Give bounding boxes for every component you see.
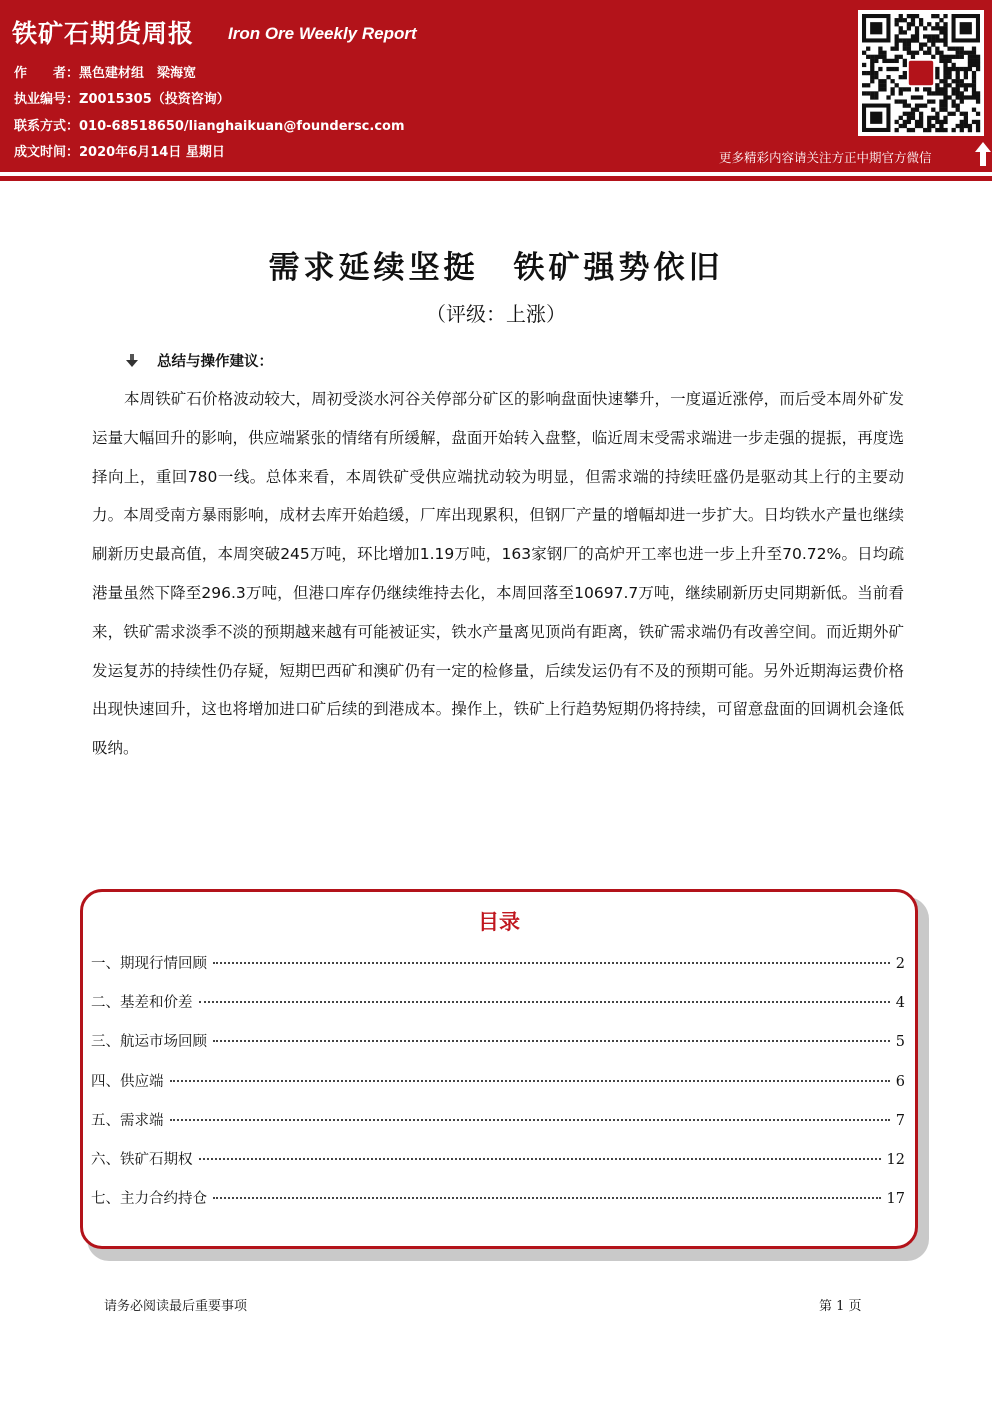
- report-title-cn: 铁矿石期货周报: [12, 19, 195, 48]
- toc-list: [91, 952, 905, 1226]
- table-of-contents: [80, 889, 918, 1249]
- date-line: [14, 141, 225, 160]
- contact-value[interactable]: 010-68518650/lianghaikuan@foundersc.com: [79, 119, 405, 134]
- wechat-follow-note: 更多精彩内容请关注方正中期官方微信: [719, 150, 932, 165]
- toc-item-page: 7: [895, 1112, 905, 1129]
- summary-heading-text: 总结与操作建议：: [157, 354, 273, 370]
- license-line: [14, 88, 230, 107]
- toc-item-label: 四、供应端: [91, 1073, 164, 1090]
- license-value: Z0015305（投资咨询）: [79, 92, 230, 107]
- summary-paragraph: 本周铁矿石价格波动较大，周初受淡水河谷关停部分矿区的影响盘面快速攀升，一度逼近涨停，而后受本周外矿发运量大幅回升的影响，供应端紧张的情绪有所缓解，盘面开始转入盘整，临近周末受需求端进一步走强的提振，再度选择向上，重回780一线。总体来看，本周铁矿受供应端扰动较为明显，但需求端的持续旺盛仍是驱动其上行的主要动力。本周受南方暴雨影响，成材去库开始趋缓，厂库出现累积，但钢厂产量的增幅却进一步扩大。日均铁水产量也继续刷新历史最高值，本周突破245万吨，环比增加1.19万吨，163家钢厂的高炉开工率也进一步上升至70.72%。日均疏港量虽然下降至296.3万吨，但港口库存仍继续维持去化，本周回落至10697.7万吨，继续刷新历史同期新低。当前看来，铁矿需求淡季不淡的预期越来越有可能被证实，铁水产量离见顶尚有距离，铁矿需求端仍有改善空间。而近期外矿发运复苏的持续性仍存疑，短期巴西矿和澳矿仍有一定的检修量，后续发运仍有不及的预期可能。另外近期海运费价格出现快速回升，这也将增加进口矿后续的到港成本。操作上，铁矿上行趋势短期仍将持续，可留意盘面的回调机会逢低吸纳。: [92, 390, 904, 758]
- toc-item[interactable]: [91, 1187, 905, 1226]
- toc-leader-dots: [170, 1119, 890, 1121]
- toc-item-label: 二、基差和价差: [91, 995, 193, 1012]
- report-title-en: Iron Ore Weekly Report: [228, 24, 417, 43]
- report-main-title: 需求延续坚挺 铁矿强势依旧: [268, 250, 724, 286]
- toc-item-page: 17: [886, 1191, 905, 1208]
- report-rating: （评级：上涨）: [426, 302, 566, 326]
- summary-heading: [125, 350, 273, 371]
- author-label: 作 者：: [14, 66, 80, 81]
- author-value: 黑色建材组 梁海宽: [79, 66, 197, 81]
- toc-leader-dots: [170, 1080, 890, 1082]
- toc-leader-dots: [199, 1158, 881, 1160]
- date-value: 2020年6月14日 星期日: [79, 145, 225, 160]
- toc-item[interactable]: [91, 1109, 905, 1148]
- toc-leader-dots: [213, 1040, 890, 1042]
- footer-page-number: 第 1 页: [819, 1299, 862, 1314]
- toc-item-page: 4: [895, 995, 905, 1012]
- toc-item-label: 三、航运市场回顾: [91, 1034, 207, 1051]
- contact-line: [14, 115, 405, 134]
- toc-item-page: 6: [895, 1073, 905, 1090]
- toc-leader-dots: [199, 1001, 890, 1003]
- license-label: 执业编号：: [14, 92, 80, 107]
- report-header: [0, 0, 992, 172]
- contact-label: 联系方式：: [14, 119, 80, 134]
- up-arrow-icon: [974, 141, 992, 167]
- toc-item-page: 5: [895, 1034, 905, 1051]
- author-line: [14, 62, 196, 81]
- toc-item[interactable]: [91, 1070, 905, 1109]
- toc-item-label: 六、铁矿石期权: [91, 1151, 193, 1168]
- wechat-qr-code: [858, 10, 984, 136]
- arrow-bullet-icon: [125, 354, 139, 368]
- toc-item[interactable]: [91, 1148, 905, 1187]
- toc-item-page: 2: [895, 956, 905, 972]
- toc-item-label: 一、期现行情回顾: [91, 956, 207, 972]
- footer-notice: 请务必阅读最后重要事项: [104, 1299, 248, 1314]
- header-divider: [0, 176, 992, 181]
- toc-leader-dots: [213, 1197, 881, 1199]
- toc-item[interactable]: [91, 991, 905, 1030]
- toc-leader-dots: [213, 962, 890, 964]
- toc-item[interactable]: [91, 1030, 905, 1069]
- toc-item-label: 七、主力合约持仓: [91, 1191, 207, 1208]
- toc-item[interactable]: [91, 952, 905, 991]
- date-label: 成文时间：: [14, 145, 80, 160]
- toc-item-page: 12: [886, 1151, 905, 1168]
- toc-title: 目录: [478, 910, 520, 934]
- toc-item-label: 五、需求端: [91, 1112, 164, 1129]
